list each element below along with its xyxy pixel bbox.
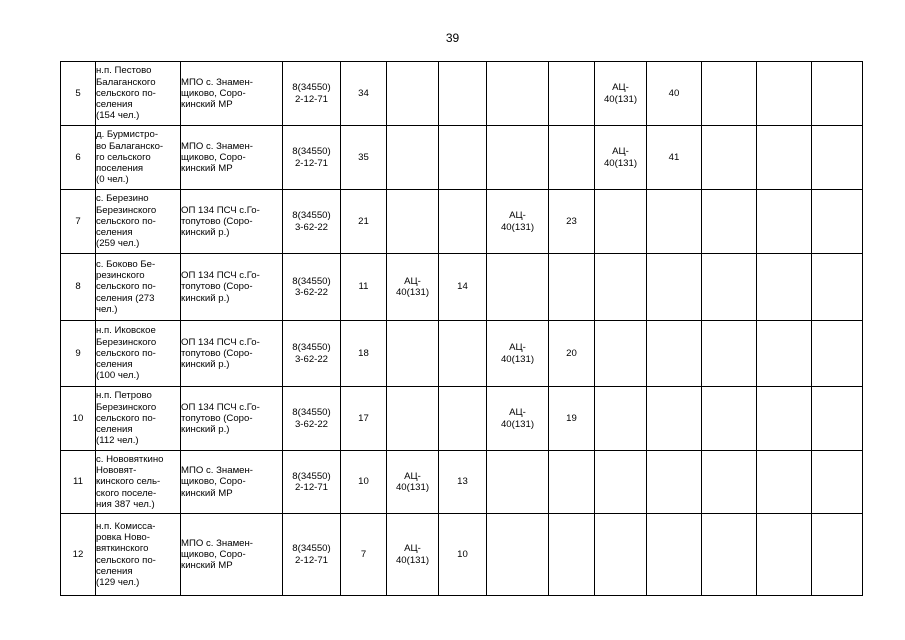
arrival-distance-text: 41 [668,151,680,163]
row-number-text: 8 [75,281,81,293]
settlement-text: с. Нововяткино Нововят- кинского сель- ского поселе- ния 387 чел.) [96,453,164,510]
vehicle-text: АЦ- 40(131) [603,146,638,169]
distance-cell [341,126,387,190]
vehicle-cell [595,451,647,514]
vehicle-cell [487,190,549,254]
vehicle-text: АЦ- 40(131) [395,275,430,298]
arrival-distance-cell [549,514,595,596]
page-number: 39 [445,31,460,45]
settlement-text: д. Бурмистро- во Балаганско- го сельского поселения (0 чел.) [96,129,164,186]
settlement-cell [96,254,181,321]
empty-cell [812,321,863,387]
table-row [61,387,863,451]
vehicle-cell [387,62,439,126]
vehicle-cell [487,514,549,596]
phone-cell [283,190,341,254]
distance-text: 11 [358,281,369,293]
row-number-text: 9 [75,347,81,359]
empty-cell [757,254,812,321]
fire-unit-cell [181,126,283,190]
empty-cell [702,451,757,514]
vehicle-cell [595,387,647,451]
phone-cell [283,62,341,126]
row-number-text: 7 [75,215,81,227]
phone-text: 8(34550) 2-12-71 [292,82,331,105]
fire-unit-text: ОП 134 ПСЧ с.Го- топутово (Соро- кинский р.) [181,401,260,436]
arrival-distance-cell [549,190,595,254]
distance-text: 7 [360,548,367,560]
row-number-text: 11 [73,476,83,488]
arrival-distance-cell [647,254,702,321]
phone-cell [283,321,341,387]
phone-text: 8(34550) 3-62-22 [292,342,331,365]
row-number-cell [61,451,96,514]
arrival-distance-cell [549,62,595,126]
settlement-cell [96,321,181,387]
distance-cell [341,321,387,387]
settlement-cell [96,190,181,254]
table-row [61,62,863,126]
vehicle-text: АЦ- 40(131) [500,210,535,233]
arrival-distance-cell [549,321,595,387]
arrival-distance-cell [439,190,487,254]
distance-text: 34 [358,87,369,99]
empty-cell [757,387,812,451]
settlement-cell [96,451,181,514]
arrival-distance-cell [647,514,702,596]
settlement-cell [96,514,181,596]
empty-cell [757,126,812,190]
row-number-cell [61,321,96,387]
row-number-cell [61,126,96,190]
phone-text: 8(34550) 2-12-71 [292,543,331,566]
empty-cell [757,321,812,387]
phone-cell [283,451,341,514]
fire-unit-cell [181,254,283,321]
phone-cell [283,387,341,451]
settlement-cell [96,62,181,126]
vehicle-cell [487,126,549,190]
fire-unit-text: МПО с. Знамен- щиково, Соро- кинский МР [181,140,253,175]
row-number-cell [61,62,96,126]
empty-cell [812,514,863,596]
vehicle-text: АЦ- 40(131) [500,407,535,430]
empty-cell [702,514,757,596]
fire-unit-cell [181,387,283,451]
empty-cell [757,190,812,254]
settlement-text: н.п. Комисса- ровка Ново- вяткинского сельского по- селения (129 чел.) [96,520,156,589]
empty-cell [757,514,812,596]
arrival-distance-cell [439,126,487,190]
table-row [61,514,863,596]
phone-cell [283,514,341,596]
distance-cell [341,387,387,451]
row-number-text: 5 [75,87,81,99]
arrival-distance-text: 14 [457,281,468,293]
vehicle-text: АЦ- 40(131) [500,342,535,365]
vehicle-cell [595,514,647,596]
row-number-cell [61,514,96,596]
arrival-distance-cell [439,514,487,596]
arrival-distance-cell [549,126,595,190]
distance-cell [341,190,387,254]
distance-cell [341,451,387,514]
distance-cell [341,62,387,126]
arrival-distance-cell [549,254,595,321]
vehicle-cell [595,254,647,321]
arrival-distance-cell [647,62,702,126]
empty-cell [812,254,863,321]
settlement-text: н.п. Пестово Балаганского сельского по- селения (154 чел.) [96,65,156,122]
fire-unit-cell [181,62,283,126]
empty-cell [702,62,757,126]
settlement-text: н.п. Иковское Березинского сельского по- селения (100 чел.) [96,325,157,382]
vehicle-cell [387,451,439,514]
empty-cell [702,387,757,451]
empty-cell [812,126,863,190]
settlement-cell [96,387,181,451]
settlement-text: с. Березино Березинского сельского по- селения (259 чел.) [96,193,157,250]
fire-unit-cell [181,451,283,514]
arrival-distance-cell [647,126,702,190]
row-number-cell [61,387,96,451]
row-number-cell [61,190,96,254]
fire-unit-text: ОП 134 ПСЧ с.Го- топутово (Соро- кинский р.) [181,204,260,239]
phone-cell [283,126,341,190]
vehicle-cell [387,321,439,387]
fire-unit-text: МПО с. Знамен- щиково, Соро- кинский МР [181,465,253,499]
arrival-distance-cell [439,321,487,387]
table-row [61,190,863,254]
arrival-distance-cell [549,451,595,514]
empty-cell [702,321,757,387]
row-number-cell [61,254,96,321]
arrival-distance-cell [647,321,702,387]
fire-unit-text: ОП 134 ПСЧ с.Го- топутово (Соро- кинский р.) [181,270,260,304]
table-row [61,126,863,190]
distance-text: 10 [358,476,369,488]
phone-cell [283,254,341,321]
empty-cell [702,190,757,254]
distance-text: 35 [358,151,369,163]
row-number-text: 10 [72,412,84,424]
arrival-distance-text: 40 [668,87,680,99]
arrival-distance-cell [647,387,702,451]
vehicle-cell [387,387,439,451]
fire-unit-cell [181,514,283,596]
arrival-distance-cell [439,254,487,321]
vehicle-cell [595,321,647,387]
distance-text: 17 [358,412,369,424]
settlement-text: с. Боково Бе- резинского сельского по- селения (273 чел.) [96,258,156,315]
settlement-cell [96,126,181,190]
distance-text: 18 [358,347,369,359]
vehicle-cell [595,126,647,190]
phone-text: 8(34550) 3-62-22 [292,275,331,298]
arrival-distance-text: 19 [566,412,577,424]
arrival-distance-cell [647,451,702,514]
table-row [61,254,863,321]
phone-text: 8(34550) 2-12-71 [292,146,331,169]
vehicle-cell [487,62,549,126]
arrival-distance-cell [439,387,487,451]
phone-text: 8(34550) 3-62-22 [292,407,331,430]
empty-cell [812,62,863,126]
table-row [61,321,863,387]
vehicle-text: АЦ- 40(131) [395,543,430,566]
arrival-distance-text: 20 [566,347,577,359]
distance-cell [341,254,387,321]
settlement-text: н.п. Петрово Березинского сельского по- селения (112 чел.) [96,390,157,447]
vehicle-cell [595,190,647,254]
fire-unit-text: МПО с. Знамен- щиково, Соро- кинский МР [181,537,253,572]
empty-cell [812,451,863,514]
arrival-distance-text: 10 [457,548,468,560]
vehicle-cell [387,190,439,254]
phone-text: 8(34550) 3-62-22 [292,210,331,233]
vehicle-cell [387,514,439,596]
empty-cell [757,451,812,514]
vehicle-text: АЦ- 40(131) [603,82,638,105]
table-row [61,451,863,514]
empty-cell [812,190,863,254]
fire-response-table [60,61,863,596]
row-number-text: 12 [72,548,84,560]
fire-unit-text: ОП 134 ПСЧ с.Го- топутово (Соро- кинский р.) [181,336,260,371]
vehicle-cell [487,451,549,514]
empty-cell [702,254,757,321]
fire-unit-text: МПО с. Знамен- щиково, Соро- кинский МР [181,76,253,111]
vehicle-cell [487,254,549,321]
fire-unit-cell [181,190,283,254]
empty-cell [702,126,757,190]
vehicle-cell [387,254,439,321]
vehicle-cell [595,62,647,126]
vehicle-text: АЦ- 40(131) [395,470,430,493]
phone-text: 8(34550) 2-12-71 [292,470,331,493]
arrival-distance-text: 13 [457,476,468,488]
arrival-distance-text: 23 [566,215,577,227]
arrival-distance-cell [647,190,702,254]
empty-cell [757,62,812,126]
fire-unit-cell [181,321,283,387]
table-body [61,62,863,596]
arrival-distance-cell [439,62,487,126]
row-number-text: 6 [75,151,81,163]
vehicle-cell [487,321,549,387]
vehicle-cell [387,126,439,190]
distance-text: 21 [358,215,369,227]
distance-cell [341,514,387,596]
arrival-distance-cell [439,451,487,514]
vehicle-cell [487,387,549,451]
arrival-distance-cell [549,387,595,451]
empty-cell [812,387,863,451]
